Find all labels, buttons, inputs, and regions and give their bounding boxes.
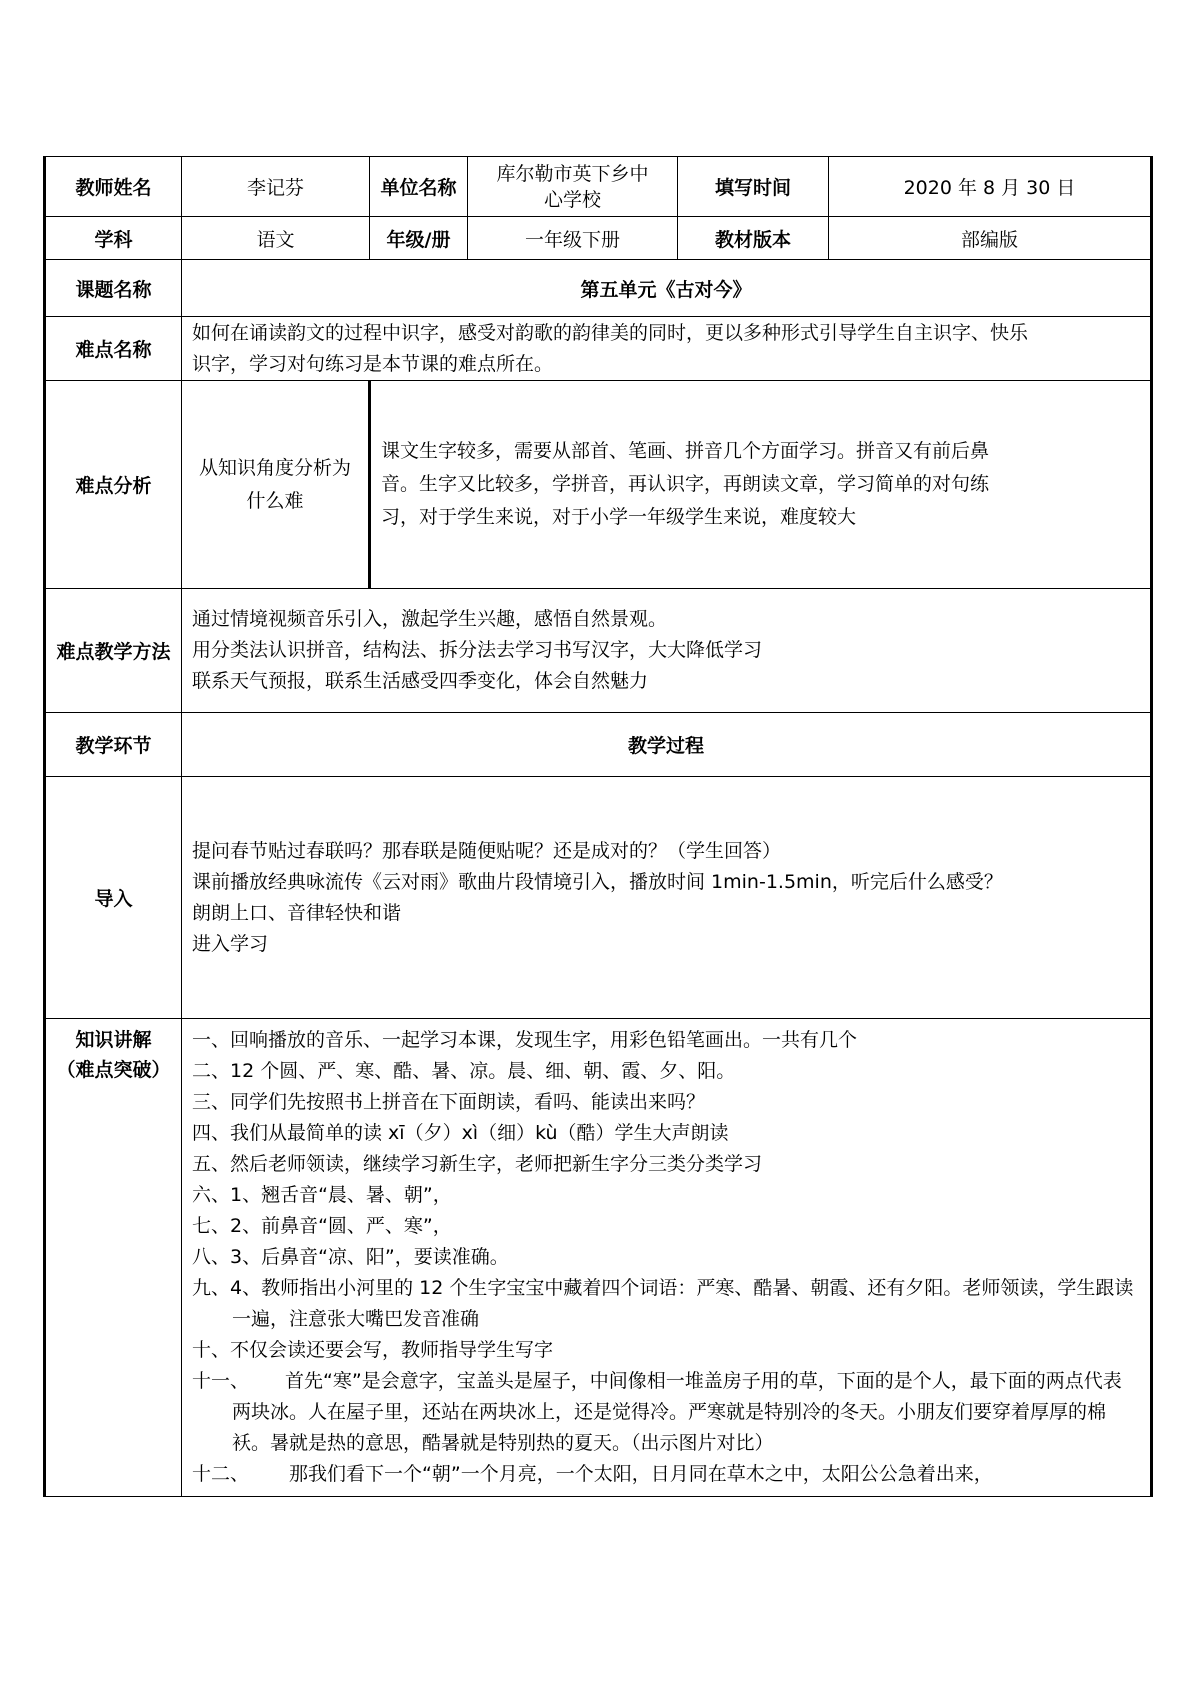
knowledge-item-4: 四、我们从最简单的读 xī（夕）xì（细）kù（酷）学生大声朗读 (192, 1122, 729, 1144)
unit-name-line-2: 心学校 (543, 188, 601, 211)
knowledge-item-10: 十、不仅会读还要会写，教师指导学生写字 (192, 1339, 554, 1361)
knowledge-item-2: 二、12 个圆、严、寒、酷、暑、凉。晨、细、朝、霞、夕、阳。 (192, 1060, 736, 1082)
teacher-name-value: 李记芬 (182, 157, 370, 217)
subject-value: 语文 (182, 217, 370, 260)
method-line-2: 用分类法认识拼音，结构法、拆分法去学习书写汉字，大大降低学习 (192, 639, 763, 661)
method-row (45, 589, 1152, 713)
knowledge-item-11-text: 首先“寒”是会意字，宝盖头是屋子，中间像相一堆盖房子用的草，下面的是个人，最下面的两点代表两块冰。人在屋子里，还站在两块冰上，还是觉得冷。严寒就是特别冷的冬天。小朋友们要穿着厚厚的棉袄。暑就是热的意思，酷暑就是特别热的夏天。（出示图片对比） (232, 1370, 1122, 1454)
knowledge-item-12 (192, 1459, 1140, 1490)
topic-value: 第五单元《古对今》 (182, 260, 1152, 317)
knowledge-label-line-2: （难点突破） (56, 1059, 171, 1081)
analysis-text (370, 381, 1152, 589)
intro-line-4: 进入学习 (192, 932, 269, 955)
topic-row (45, 260, 1152, 317)
teacher-name-label: 教师姓名 (45, 157, 182, 217)
intro-line-1: 提问春节贴过春联吗？那春联是随便贴呢？还是成对的？（学生回答） (192, 839, 782, 862)
knowledge-item-1: 一、回响播放的音乐、一起学习本课，发现生字，用彩色铅笔画出。一共有几个 (192, 1029, 858, 1051)
subject-label: 学科 (45, 217, 182, 260)
fill-date-label: 填写时间 (678, 157, 829, 217)
lesson-plan-table (43, 156, 1153, 1497)
process-header-row (45, 713, 1152, 777)
difficulty-line-1: 如何在诵读韵文的过程中识字，感受对韵歌的韵律美的同时，更以多种形式引导学生自主识字、快乐 (192, 321, 1029, 344)
intro-text (182, 777, 1152, 1019)
difficulty-label: 难点名称 (45, 317, 182, 381)
method-line-1: 通过情境视频音乐引入，激起学生兴趣，感悟自然景观。 (192, 608, 668, 630)
intro-row (45, 777, 1152, 1019)
knowledge-item-7: 七、2、前鼻音“圆、严、寒”， (192, 1215, 452, 1237)
analysis-line-2: 音。生字又比较多，学拼音，再认识字，再朗读文章，学习简单的对句练 (381, 473, 990, 495)
analysis-row (45, 381, 1152, 589)
analysis-line-3: 习，对于学生来说，对于小学一年级学生来说，难度较大 (381, 506, 857, 528)
analysis-sub-label-line-2: 什么难 (246, 489, 304, 512)
difficulty-line-2: 识字，学习对句练习是本节课的难点所在。 (192, 352, 554, 375)
header-row-1 (45, 157, 1152, 217)
analysis-sub-label (182, 381, 370, 589)
edition-value: 部编版 (829, 217, 1152, 260)
knowledge-item-8: 八、3、后鼻音“凉、阳”，要读准确。 (192, 1246, 509, 1268)
knowledge-label-line-1: 知识讲解 (75, 1029, 152, 1051)
knowledge-item-12-prefix: 十二、 (192, 1463, 250, 1485)
knowledge-item-11-prefix: 十一、 (192, 1370, 250, 1392)
method-label: 难点教学方法 (45, 589, 182, 713)
knowledge-item-9: 九、4、教师指出小河里的 12 个生字宝宝中藏着四个词语：严寒、酷暑、朝霞、还有夕阳。老师领读，学生跟读一遍，注意张大嘴巴发音准确 (192, 1277, 1134, 1330)
method-line-3: 联系天气预报，联系生活感受四季变化，体会自然魅力 (192, 670, 649, 692)
header-row-2 (45, 217, 1152, 260)
difficulty-text (182, 317, 1152, 381)
knowledge-label (45, 1019, 182, 1497)
knowledge-text (182, 1019, 1152, 1497)
unit-name-value (468, 157, 678, 217)
intro-line-3: 朗朗上口、音律轻快和谐 (192, 901, 402, 924)
grade-value: 一年级下册 (468, 217, 678, 260)
knowledge-item-12-text: 那我们看下一个“朝”一个月亮，一个太阳，日月同在草木之中，太阳公公急着出来， (289, 1463, 993, 1485)
knowledge-item-6: 六、1、翘舌音“晨、暑、朝”， (192, 1184, 452, 1206)
knowledge-row (45, 1019, 1152, 1497)
analysis-sub-label-line-1: 从知识角度分析为 (198, 456, 351, 479)
unit-name-label: 单位名称 (370, 157, 468, 217)
analysis-line-1: 课文生字较多，需要从部首、笔画、拼音几个方面学习。拼音又有前后鼻 (381, 440, 990, 462)
process-label: 教学过程 (182, 713, 1152, 777)
edition-label: 教材版本 (678, 217, 829, 260)
method-text (182, 589, 1152, 713)
knowledge-item-11 (192, 1366, 1140, 1459)
unit-name-line-1: 库尔勒市英下乡中 (496, 162, 649, 185)
intro-label: 导入 (45, 777, 182, 1019)
fill-date-value: 2020 年 8 月 30 日 (829, 157, 1152, 217)
analysis-label: 难点分析 (45, 381, 182, 589)
knowledge-item-5: 五、然后老师领读，继续学习新生字，老师把新生字分三类分类学习 (192, 1153, 763, 1175)
knowledge-item-3: 三、同学们先按照书上拼音在下面朗读，看吗、能读出来吗？ (192, 1091, 706, 1113)
difficulty-row (45, 317, 1152, 381)
intro-line-2: 课前播放经典咏流传《云对雨》歌曲片段情境引入，播放时间 1min-1.5min，听完后什么感受？ (192, 870, 1003, 893)
process-step-label: 教学环节 (45, 713, 182, 777)
grade-label: 年级/册 (370, 217, 468, 260)
topic-label: 课题名称 (45, 260, 182, 317)
